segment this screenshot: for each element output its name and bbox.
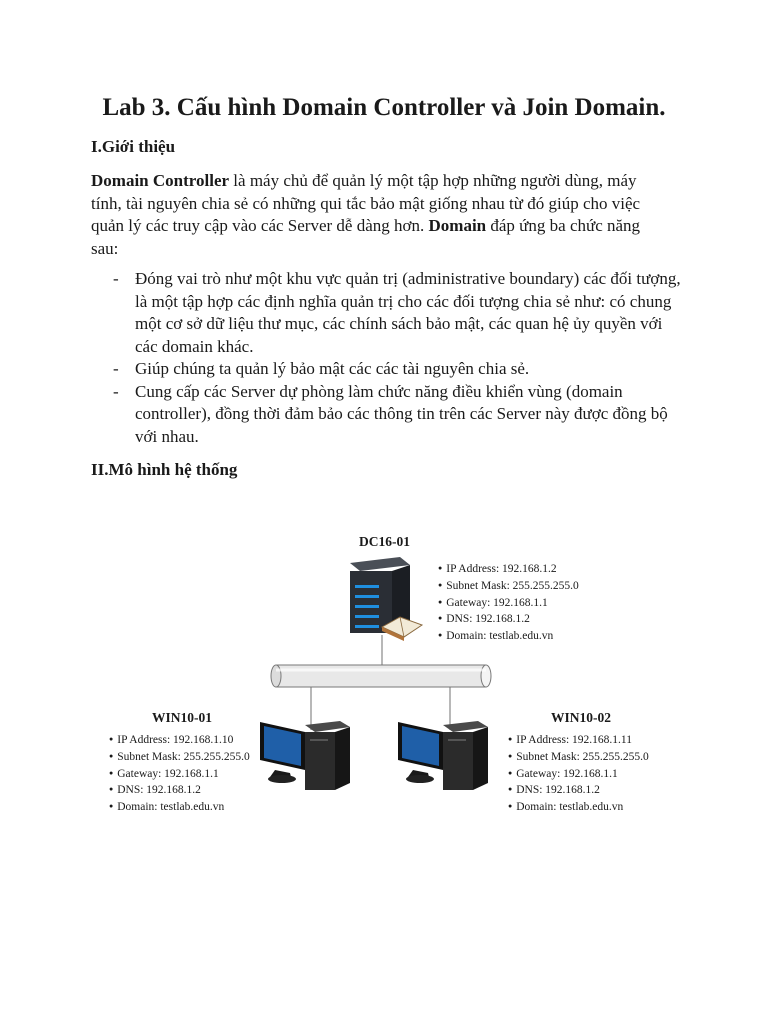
client1-mask: ● Subnet Mask: 255.255.255.0 [109, 749, 250, 766]
client1-dns: ● DNS: 192.168.1.2 [109, 782, 250, 799]
section-heading-model: II.Mô hình hệ thống [91, 460, 238, 479]
bullet-dash: - [113, 381, 119, 401]
client2-gateway: ● Gateway: 192.168.1.1 [508, 766, 649, 783]
server-ip: ● IP Address: 192.168.1.2 [438, 561, 579, 578]
workstation-icon-1 [260, 721, 350, 790]
list-item-text: Đóng vai trò như một khu vực quản trị (administrative boundary) các đối tượng, là một tập hợp các định nghĩa quản trị cho các đối tượng chia sẻ như: có chung một cơ sở dữ liệu thư mục, các chính sách bảo mật, các quan hệ ủy quyền với các domain khác. [135, 269, 681, 356]
server-mask: ● Subnet Mask: 255.255.255.0 [438, 578, 579, 595]
list-item [91, 268, 681, 358]
client1-name: WIN10-01 [152, 710, 212, 725]
server-name: DC16-01 [359, 534, 410, 549]
client1-ip: ● IP Address: 192.168.1.10 [109, 732, 250, 749]
client2-dns: ● DNS: 192.168.1.2 [508, 782, 649, 799]
server-info-list [438, 561, 579, 645]
client1-info-list [109, 732, 250, 816]
intro-paragraph [91, 170, 671, 260]
workstation-icon-2 [398, 721, 488, 790]
intro-text-2: đáp ứng ba chức năng sau: [91, 216, 641, 258]
network-diagram [100, 525, 670, 825]
term-domain: Domain [428, 216, 487, 235]
list-item-text: Giúp chúng ta quản lý bảo mật các các tài nguyên chia sẻ. [135, 359, 530, 378]
section-heading-intro: I.Giới thiệu [91, 137, 176, 156]
function-list [91, 268, 681, 448]
page-title: Lab 3. Cấu hình Domain Controller và Join Domain. [102, 94, 666, 121]
list-item [91, 381, 681, 449]
list-item-text: Cung cấp các Server dự phòng làm chức năng điều khiển vùng (domain controller), đồng thời đảm bảo các thông tin trên các Server này được đồng bộ với nhau. [135, 381, 668, 446]
server-gateway: ● Gateway: 192.168.1.1 [438, 595, 579, 612]
server-domain: ● Domain: testlab.edu.vn [438, 628, 579, 645]
list-item [91, 358, 681, 381]
client1-domain: ● Domain: testlab.edu.vn [109, 799, 250, 816]
client2-info-list [508, 732, 649, 816]
client2-name: WIN10-02 [551, 710, 611, 725]
server-dns: ● DNS: 192.168.1.2 [438, 611, 579, 628]
client2-domain: ● Domain: testlab.edu.vn [508, 799, 649, 816]
bullet-dash: - [113, 269, 119, 288]
intro-text-1: là máy chủ để quản lý một tập hợp những người dùng, máy tính, tài nguyên chia sẻ có những qui tắc bảo mật giống nhau từ đó giúp cho việc quản lý các truy cập vào các Server dễ dàng hơn. [91, 171, 641, 235]
client2-ip: ● IP Address: 192.168.1.11 [508, 732, 649, 749]
bullet-dash: - [113, 359, 119, 378]
network-bus-icon [271, 665, 491, 687]
term-domain-controller: Domain Controller [91, 171, 230, 190]
client2-mask: ● Subnet Mask: 255.255.255.0 [508, 749, 649, 766]
client1-gateway: ● Gateway: 192.168.1.1 [109, 766, 250, 783]
